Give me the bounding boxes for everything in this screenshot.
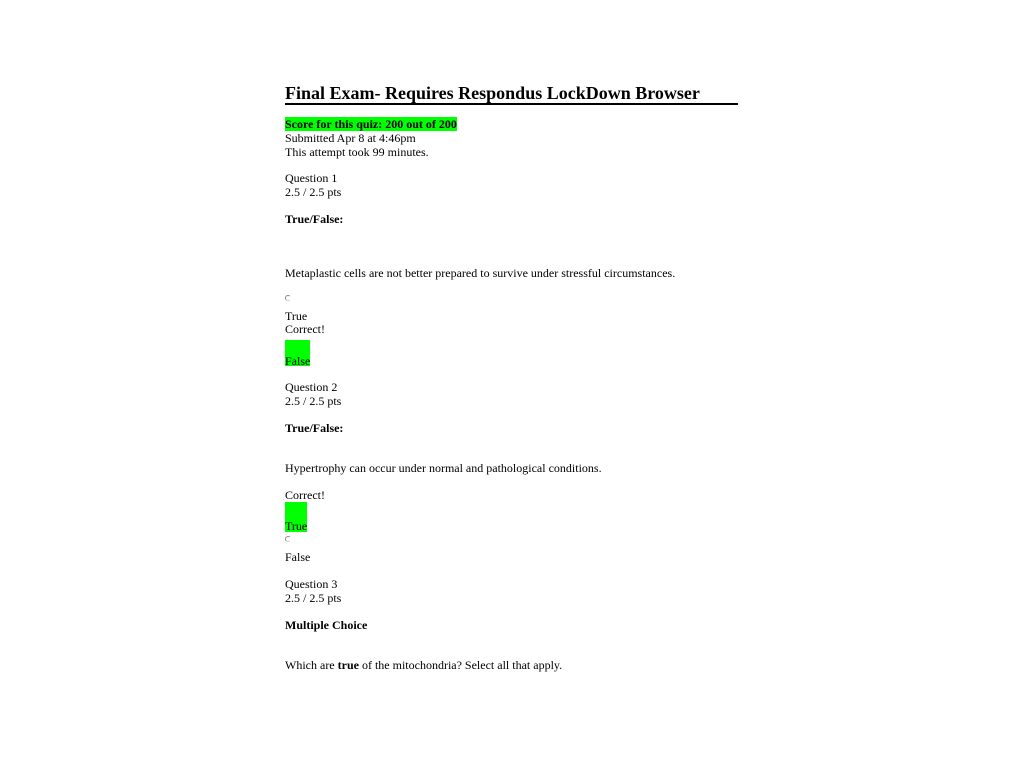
question-2-option-true[interactable]: True [285, 519, 308, 533]
question-3-type: Multiple Choice [285, 618, 368, 632]
score-highlight: Score for this quiz: 200 out of 200 [285, 117, 457, 131]
question-3-label: Question 3 [285, 577, 338, 591]
question-2-label: Question 2 [285, 380, 338, 394]
submitted-text: Submitted Apr 8 at 4:46pm [285, 131, 416, 145]
question-3-prompt-emphasis: true [337, 658, 359, 672]
question-3-points: 2.5 / 2.5 pts [285, 591, 342, 605]
question-2-points: 2.5 / 2.5 pts [285, 394, 342, 408]
question-1-points: 2.5 / 2.5 pts [285, 185, 342, 199]
question-3-prompt-start: Which are [285, 658, 338, 672]
question-1-option-true[interactable]: True [285, 309, 308, 323]
title-underline [285, 82, 738, 105]
question-1-prompt: Metaplastic cells are not better prepared to survive under stressful circumstances. [285, 266, 676, 280]
question-2-false-radio-icon[interactable] [285, 536, 291, 542]
question-1-true-radio-icon[interactable] [285, 295, 291, 301]
score-line [285, 117, 457, 131]
question-1-option-false[interactable]: False [285, 354, 311, 368]
question-2-option-false[interactable]: False [285, 550, 311, 564]
question-2-prompt: Hypertrophy can occur under normal and pathological conditions. [285, 461, 602, 475]
attempt-duration-text: This attempt took 99 minutes. [285, 145, 429, 159]
question-1-correct-label: Correct! [285, 322, 325, 336]
question-2-type: True/False: [285, 421, 344, 435]
question-3-prompt [285, 658, 562, 672]
question-2-correct-label: Correct! [285, 488, 325, 502]
question-3-prompt-end: of the mitochondria? Select all that apply. [358, 658, 563, 672]
question-1-type: True/False: [285, 212, 344, 226]
question-1-label: Question 1 [285, 171, 338, 185]
page-title: Final Exam- Requires Respondus LockDown Browser [285, 83, 700, 103]
